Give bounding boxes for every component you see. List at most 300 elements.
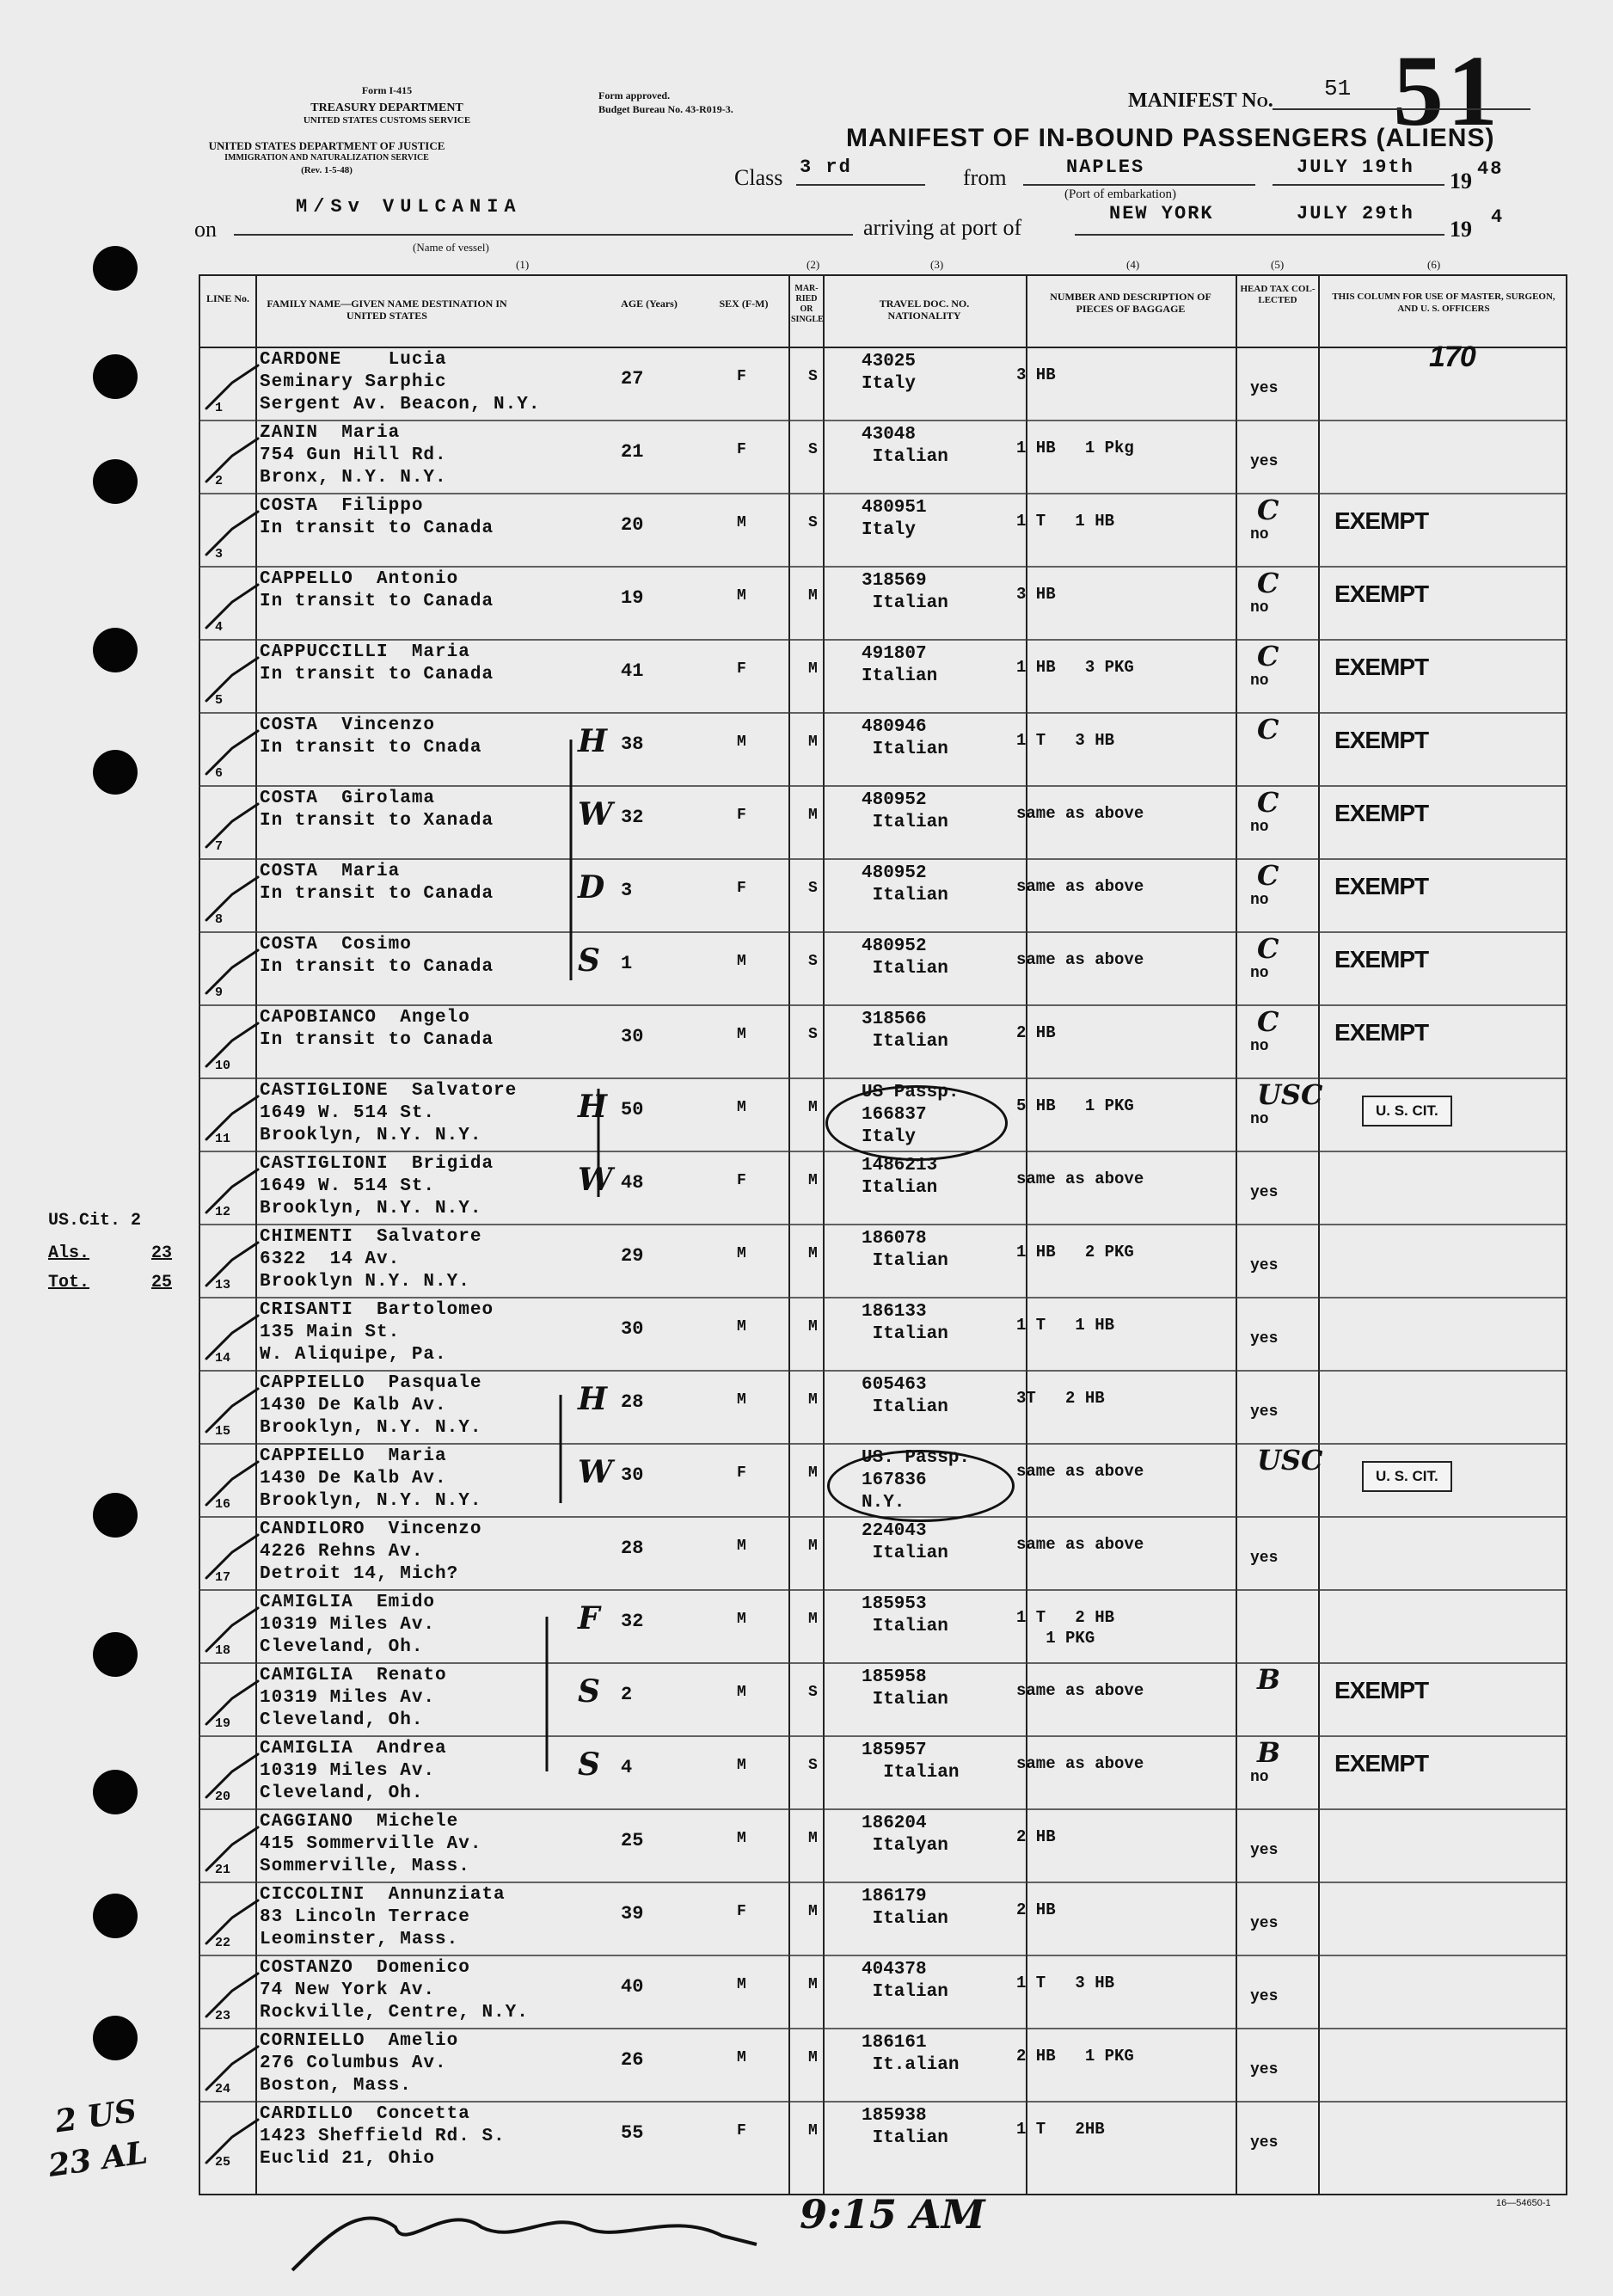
- table-row: [199, 1225, 1567, 1298]
- sex-cell: F: [737, 1464, 746, 1482]
- baggage-cell: 1 T 1 HB: [1016, 512, 1115, 531]
- line-number: 17: [215, 1570, 231, 1585]
- marital-cell: M: [808, 1538, 818, 1555]
- col-name-header: FAMILY NAME—GIVEN NAME DESTINATION IN UNITED STATES: [267, 298, 507, 322]
- age-cell: 4: [621, 1757, 633, 1778]
- marital-cell: M: [808, 1172, 818, 1189]
- head-tax-cell: no: [1250, 1111, 1269, 1128]
- tax-code-mark: C: [1257, 713, 1279, 746]
- baggage-cell: 2 HB: [1016, 1023, 1056, 1042]
- line-number: 1: [215, 401, 224, 415]
- sex-cell: F: [737, 1903, 746, 1920]
- age-cell: 19: [621, 587, 644, 609]
- embarkation-label: (Port of embarkation): [1064, 187, 1176, 201]
- sex-cell: M: [737, 2049, 746, 2066]
- table-row: [199, 713, 1567, 786]
- line-number: 2: [215, 474, 224, 488]
- col-officers-header: THIS COLUMN FOR USE OF MASTER, SURGEON, AND U. S. OFFICERS: [1332, 292, 1555, 314]
- travel-doc-cell: 480951 Italy: [862, 498, 927, 540]
- passenger-name-destination: COSTANZO Domenico 74 New York Av. Rockville, Centre, N.Y.: [260, 1958, 529, 2023]
- class-label: Class: [734, 165, 783, 190]
- head-tax-cell: no: [1250, 892, 1269, 909]
- passenger-name-destination: COSTA Girolama In transit to Xanada: [260, 789, 494, 831]
- age-cell: 30: [621, 1026, 644, 1047]
- signature: [292, 2219, 757, 2270]
- travel-doc-cell: 480952 Italian: [862, 790, 948, 832]
- line-number: 8: [215, 912, 224, 927]
- head-tax-cell: no: [1250, 965, 1269, 982]
- marital-cell: M: [808, 1245, 818, 1262]
- age-cell: 38: [621, 734, 644, 755]
- immigration-service: IMMIGRATION AND NATURALIZATION SERVICE: [224, 153, 429, 163]
- margin-note-us: 2 US: [52, 2092, 139, 2140]
- age-cell: 21: [621, 441, 644, 463]
- inspection-time: 9:15 AM: [800, 2191, 985, 2238]
- line-number: 20: [215, 1790, 231, 1804]
- tax-code-mark: USC: [1257, 1444, 1323, 1476]
- tax-code-mark: USC: [1257, 1078, 1323, 1111]
- sex-cell: F: [737, 660, 746, 678]
- head-tax-cell: yes: [1250, 2061, 1279, 2078]
- travel-doc-cell: 480952 Italian: [862, 936, 948, 979]
- table-row: [199, 1371, 1567, 1444]
- table-row: [199, 567, 1567, 640]
- col-index: (4): [1126, 258, 1140, 271]
- print-code: 16—54650-1: [1496, 2198, 1551, 2208]
- sex-cell: M: [737, 587, 746, 605]
- col-doc-header: TRAVEL DOC. NO. NATIONALITY: [879, 298, 970, 322]
- arriving-label: arriving at port of: [863, 215, 1022, 240]
- family-relation-mark: F: [578, 1600, 600, 1636]
- travel-doc-cell: 404378 Italian: [862, 1960, 948, 2002]
- line-number: 24: [215, 2082, 231, 2096]
- baggage-cell: 1 T 1 HB: [1016, 1316, 1115, 1335]
- age-cell: 30: [621, 1318, 644, 1340]
- table-row: [199, 494, 1567, 567]
- table-row: [199, 640, 1567, 713]
- year-prefix: 19: [1450, 169, 1472, 193]
- exempt-stamp: EXEMPT: [1334, 727, 1429, 753]
- age-cell: 20: [621, 514, 644, 536]
- sex-cell: M: [737, 1391, 746, 1409]
- marital-cell: M: [808, 2049, 818, 2066]
- table-row: [199, 421, 1567, 494]
- form-approved: Form approved.: [598, 89, 671, 101]
- sex-cell: M: [737, 514, 746, 531]
- sex-cell: F: [737, 2122, 746, 2139]
- tax-code-mark: C: [1257, 859, 1279, 892]
- exempt-stamp: EXEMPT: [1334, 873, 1429, 899]
- marital-cell: M: [808, 1391, 818, 1409]
- tax-code-mark: C: [1257, 932, 1279, 965]
- marital-cell: S: [808, 1684, 818, 1701]
- line-number: 4: [215, 620, 224, 635]
- exempt-stamp: EXEMPT: [1334, 1019, 1429, 1046]
- exempt-stamp: EXEMPT: [1334, 507, 1429, 534]
- travel-doc-cell: 186078 Italian: [862, 1229, 948, 1271]
- passenger-name-destination: CAPOBIANCO Angelo In transit to Canada: [260, 1008, 494, 1050]
- baggage-cell: 1 T 2HB: [1016, 2120, 1105, 2139]
- col-index: (1): [516, 258, 530, 271]
- baggage-cell: 1 T 3 HB: [1016, 1974, 1115, 1992]
- marital-cell: S: [808, 368, 818, 385]
- travel-doc-cell: 318569 Italian: [862, 571, 948, 613]
- col-index: (6): [1427, 258, 1441, 271]
- head-tax-cell: yes: [1250, 2134, 1279, 2152]
- family-relation-mark: H: [578, 1381, 608, 1417]
- sex-cell: M: [737, 1318, 746, 1335]
- age-cell: 26: [621, 2049, 644, 2071]
- baggage-cell: same as above: [1016, 1754, 1144, 1773]
- travel-doc-cell: 605463 Italian: [862, 1375, 948, 1417]
- age-cell: 27: [621, 368, 644, 390]
- head-tax-cell: no: [1250, 526, 1269, 543]
- baggage-cell: 3 HB: [1016, 585, 1056, 604]
- passenger-name-destination: CRISANTI Bartolomeo 135 Main St. W. Aliquipe, Pa.: [260, 1300, 494, 1365]
- head-tax-cell: yes: [1250, 1842, 1279, 1859]
- exempt-stamp: EXEMPT: [1334, 654, 1429, 680]
- travel-doc-cell: 186179 Italian: [862, 1887, 948, 1929]
- passenger-name-destination: COSTA Maria In transit to Canada: [260, 862, 494, 904]
- treasury-dept: TREASURY DEPARTMENT: [310, 101, 463, 114]
- summary-citizens: US.Cit. 2: [48, 1211, 142, 1231]
- line-number: 15: [215, 1424, 231, 1439]
- baggage-cell: 2 HB: [1016, 1827, 1056, 1846]
- table-row: [199, 341, 1567, 421]
- marital-cell: M: [808, 1464, 818, 1482]
- passenger-name-destination: CICCOLINI Annunziata 83 Lincoln Terrace Leominster, Mass.: [260, 1885, 506, 1949]
- marital-cell: S: [808, 441, 818, 458]
- travel-doc-cell: 185938 Italian: [862, 2106, 948, 2148]
- table-row: [199, 786, 1567, 859]
- passenger-name-destination: ZANIN Maria 754 Gun Hill Rd. Bronx, N.Y. N.Y.: [260, 423, 447, 488]
- line-number: 25: [215, 2155, 231, 2170]
- summary-aliens-value: 23: [151, 1243, 173, 1263]
- head-tax-cell: yes: [1250, 1257, 1279, 1274]
- baggage-cell: 1 T 3 HB: [1016, 731, 1115, 750]
- line-number: 3: [215, 547, 224, 562]
- family-relation-mark: W: [578, 1454, 613, 1490]
- sex-cell: M: [737, 1245, 746, 1262]
- manifest-title: MANIFEST OF IN-BOUND PASSENGERS (ALIENS): [846, 124, 1495, 152]
- col-married-header: MAR- RIED OR SINGLE: [791, 284, 824, 324]
- age-cell: 1: [621, 953, 633, 974]
- passenger-name-destination: CORNIELLO Amelio 276 Columbus Av. Boston, Mass.: [260, 2031, 459, 2096]
- travel-doc-cell: 186204 Italyan: [862, 1814, 948, 1856]
- travel-doc-cell: 1486213 Italian: [862, 1156, 938, 1198]
- marital-cell: M: [808, 1099, 818, 1116]
- age-cell: 25: [621, 1830, 644, 1851]
- age-cell: 40: [621, 1976, 644, 1998]
- head-tax-cell: no: [1250, 819, 1269, 836]
- line-number: 12: [215, 1205, 231, 1219]
- sex-cell: M: [737, 734, 746, 751]
- exempt-stamp: EXEMPT: [1334, 1677, 1429, 1704]
- baggage-cell: 1 T 2 HB 1 PKG: [1016, 1608, 1115, 1648]
- sex-cell: M: [737, 1099, 746, 1116]
- passenger-name-destination: CASTIGLIONE Salvatore 1649 W. 514 St. Brooklyn, N.Y. N.Y.: [260, 1081, 518, 1145]
- passenger-name-destination: CAGGIANO Michele 415 Sommerville Av. Sommerville, Mass.: [260, 1812, 482, 1876]
- travel-doc-cell: 185958 Italian: [862, 1667, 948, 1710]
- head-tax-cell: yes: [1250, 1988, 1279, 2005]
- tax-code-mark: B: [1257, 1736, 1281, 1769]
- head-tax-cell: no: [1250, 1769, 1269, 1786]
- baggage-cell: 2 HB: [1016, 1900, 1056, 1919]
- marital-cell: M: [808, 1830, 818, 1847]
- sex-cell: M: [737, 1538, 746, 1555]
- age-cell: 30: [621, 1464, 644, 1486]
- summary-total-label: Tot.: [48, 1273, 90, 1292]
- marital-cell: S: [808, 514, 818, 531]
- age-cell: 39: [621, 1903, 644, 1925]
- summary-total-value: 25: [151, 1273, 173, 1292]
- table-row: [199, 1590, 1567, 1663]
- travel-doc-cell: 186133 Italian: [862, 1302, 948, 1344]
- line-number: 16: [215, 1497, 231, 1512]
- passenger-name-destination: CANDILORO Vincenzo 4226 Rehns Av. Detroit 14, Mich?: [260, 1519, 482, 1584]
- baggage-cell: 5 HB 1 PKG: [1016, 1096, 1134, 1115]
- tax-code-mark: C: [1257, 640, 1279, 672]
- head-tax-cell: yes: [1250, 453, 1279, 470]
- table-row: [199, 1005, 1567, 1078]
- family-relation-mark: W: [578, 796, 613, 832]
- marital-cell: M: [808, 2122, 818, 2139]
- manifest-no-label: MANIFEST No.: [1128, 89, 1273, 112]
- passenger-name-destination: COSTA Filippo In transit to Canada: [260, 496, 494, 538]
- table-row: [199, 1517, 1567, 1590]
- on-label: on: [194, 217, 217, 242]
- family-relation-mark: S: [578, 942, 600, 979]
- sex-cell: M: [737, 1830, 746, 1847]
- line-number: 6: [215, 766, 224, 781]
- marital-cell: M: [808, 660, 818, 678]
- exempt-stamp: EXEMPT: [1334, 580, 1429, 607]
- table-row: [199, 1882, 1567, 1955]
- col-index: (3): [930, 258, 944, 271]
- table-row: [199, 1151, 1567, 1225]
- head-tax-cell: yes: [1250, 1915, 1279, 1932]
- line-number: 10: [215, 1059, 231, 1073]
- head-tax-cell: yes: [1250, 1184, 1279, 1201]
- marital-cell: M: [808, 807, 818, 824]
- line-number: 7: [215, 839, 224, 854]
- revision: (Rev. 1-5-48): [301, 165, 353, 175]
- baggage-cell: same as above: [1016, 877, 1144, 896]
- head-tax-cell: no: [1250, 599, 1269, 617]
- passport-oval: [827, 1450, 1015, 1522]
- tax-code-mark: B: [1257, 1663, 1281, 1696]
- baggage-cell: 1 HB 1 Pkg: [1016, 439, 1134, 457]
- marital-cell: S: [808, 953, 818, 970]
- col-age-header: AGE (Years): [621, 298, 678, 310]
- line-number: 5: [215, 693, 224, 708]
- year-value: 48: [1477, 158, 1504, 180]
- departure-date: JULY 19th: [1297, 157, 1414, 178]
- table-row: [199, 932, 1567, 1005]
- travel-doc-cell: 318566 Italian: [862, 1010, 948, 1052]
- table-row: [199, 2102, 1567, 2175]
- travel-doc-cell: 185957 Italian: [862, 1740, 960, 1783]
- family-relation-mark: S: [578, 1673, 600, 1710]
- justice-dept: UNITED STATES DEPARTMENT OF JUSTICE: [208, 139, 445, 152]
- baggage-cell: same as above: [1016, 1169, 1144, 1188]
- passenger-name-destination: CAPPUCCILLI Maria In transit to Canada: [260, 642, 494, 685]
- line-number: 19: [215, 1716, 231, 1731]
- passenger-name-destination: CAPPIELLO Maria 1430 De Kalb Av. Brooklyn, N.Y. N.Y.: [260, 1446, 482, 1511]
- line-number: 23: [215, 2009, 231, 2023]
- family-relation-mark: H: [578, 723, 608, 759]
- head-tax-cell: yes: [1250, 1550, 1279, 1567]
- head-tax-cell: no: [1250, 1038, 1269, 1055]
- baggage-cell: same as above: [1016, 1681, 1144, 1700]
- arrive-year-value: 4: [1491, 206, 1505, 228]
- line-number: 14: [215, 1351, 231, 1366]
- line-number: 22: [215, 1936, 231, 1950]
- col-index: (5): [1271, 258, 1285, 271]
- family-relation-mark: D: [578, 869, 605, 906]
- col-sex-header: SEX (F-M): [719, 298, 769, 310]
- manifest-no-typed: 51: [1324, 76, 1352, 101]
- passenger-name-destination: CARDONE Lucia Seminary Sarphic Sergent Av. Beacon, N.Y.: [260, 350, 541, 414]
- sex-cell: F: [737, 807, 746, 824]
- baggage-cell: same as above: [1016, 950, 1144, 969]
- tax-code-mark: C: [1257, 494, 1279, 526]
- family-relation-mark: S: [578, 1747, 600, 1783]
- line-number: 11: [215, 1132, 231, 1146]
- age-cell: 3: [621, 880, 633, 901]
- age-cell: 28: [621, 1538, 644, 1559]
- sex-cell: M: [737, 1611, 746, 1628]
- passenger-name-destination: CARDILLO Concetta 1423 Sheffield Rd. S. Euclid 21, Ohio: [260, 2104, 506, 2169]
- sex-cell: F: [737, 1172, 746, 1189]
- form-number: Form I-415: [361, 84, 413, 96]
- arrive-year-prefix: 19: [1450, 217, 1472, 242]
- sex-cell: M: [737, 953, 746, 970]
- travel-doc-cell: 491807 Italian: [862, 644, 938, 686]
- line-number: 18: [215, 1643, 231, 1658]
- passenger-name-destination: CAPPIELLO Pasquale 1430 De Kalb Av. Brooklyn, N.Y. N.Y.: [260, 1373, 482, 1438]
- passenger-name-destination: CAMIGLIA Andrea 10319 Miles Av. Cleveland, Oh.: [260, 1739, 447, 1803]
- sex-cell: M: [737, 1684, 746, 1701]
- age-cell: 50: [621, 1099, 644, 1120]
- age-cell: 2: [621, 1684, 633, 1705]
- sex-cell: F: [737, 368, 746, 385]
- tax-code-mark: C: [1257, 1005, 1279, 1038]
- travel-doc-cell: 186161 It.alian: [862, 2033, 960, 2075]
- vessel-label: (Name of vessel): [413, 241, 489, 254]
- manifest-no-large: 51: [1393, 34, 1501, 147]
- head-tax-cell: yes: [1250, 1403, 1279, 1421]
- col-baggage-header: NUMBER AND DESCRIPTION OF PIECES OF BAGGAGE: [1050, 291, 1211, 315]
- marital-cell: M: [808, 1903, 818, 1920]
- marital-cell: M: [808, 734, 818, 751]
- arrival-date: JULY 29th: [1297, 203, 1414, 224]
- baggage-cell: same as above: [1016, 804, 1144, 823]
- margin-note-al: 23 AL: [46, 2134, 150, 2184]
- baggage-cell: 2 HB 1 PKG: [1016, 2047, 1134, 2066]
- age-cell: 48: [621, 1172, 644, 1194]
- from-label: from: [963, 165, 1007, 190]
- travel-doc-cell: 480946 Italian: [862, 717, 948, 759]
- sex-cell: M: [737, 1757, 746, 1774]
- customs-service: UNITED STATES CUSTOMS SERVICE: [303, 115, 471, 126]
- passenger-name-destination: CASTIGLIONI Brigida 1649 W. 514 St. Brooklyn, N.Y. N.Y.: [260, 1154, 494, 1219]
- arrival-port: NEW YORK: [1109, 203, 1214, 224]
- passenger-name-destination: CAMIGLIA Emido 10319 Miles Av. Cleveland, Oh.: [260, 1593, 436, 1657]
- passenger-name-destination: COSTA Cosimo In transit to Canada: [260, 935, 494, 977]
- baggage-cell: 1 HB 2 PKG: [1016, 1243, 1134, 1262]
- us-citizen-stamp: U. S. CIT.: [1362, 1096, 1452, 1127]
- marital-cell: M: [808, 1976, 818, 1993]
- sex-cell: F: [737, 880, 746, 897]
- officer-note: 170: [1429, 341, 1475, 373]
- marital-cell: M: [808, 1318, 818, 1335]
- marital-cell: S: [808, 1757, 818, 1774]
- table-row: [199, 2029, 1567, 2102]
- exempt-stamp: EXEMPT: [1334, 800, 1429, 826]
- table-row: [199, 1809, 1567, 1882]
- line-number: 13: [215, 1278, 231, 1292]
- col-tax-header: HEAD TAX COL- LECTED: [1240, 284, 1316, 305]
- age-cell: 41: [621, 660, 644, 682]
- head-tax-cell: yes: [1250, 380, 1279, 397]
- sex-cell: M: [737, 1976, 746, 1993]
- marital-cell: S: [808, 880, 818, 897]
- tax-code-mark: C: [1257, 567, 1279, 599]
- travel-doc-cell: 43025 Italy: [862, 352, 917, 394]
- travel-doc-cell: 185953 Italian: [862, 1594, 948, 1636]
- col-index: (2): [806, 258, 820, 271]
- family-relation-mark: W: [578, 1162, 613, 1198]
- sex-cell: M: [737, 1026, 746, 1043]
- passport-oval: [825, 1085, 1008, 1161]
- class-value: 3 rd: [800, 157, 852, 178]
- baggage-cell: 1 HB 3 PKG: [1016, 658, 1134, 677]
- marital-cell: M: [808, 587, 818, 605]
- vessel-name: M/Sv VULCANIA: [296, 196, 522, 218]
- age-cell: 32: [621, 807, 644, 828]
- travel-doc-cell: US. Passp. 167836 N.Y.: [862, 1448, 971, 1513]
- exempt-stamp: EXEMPT: [1334, 1750, 1429, 1777]
- tax-code-mark: C: [1257, 786, 1279, 819]
- travel-doc-cell: 43048 Italian: [862, 425, 948, 467]
- budget-bureau: Budget Bureau No. 43-R019-3.: [598, 103, 733, 115]
- baggage-cell: same as above: [1016, 1462, 1144, 1481]
- baggage-cell: 3T 2 HB: [1016, 1389, 1105, 1408]
- table-row: [199, 1955, 1567, 2029]
- table-row: [199, 1663, 1567, 1736]
- passenger-name-destination: CHIMENTI Salvatore 6322 14 Av. Brooklyn N.Y. N.Y.: [260, 1227, 482, 1292]
- table-row: [199, 859, 1567, 932]
- age-cell: 29: [621, 1245, 644, 1267]
- passenger-name-destination: CAPPELLO Antonio In transit to Canada: [260, 569, 494, 611]
- age-cell: 32: [621, 1611, 644, 1632]
- baggage-cell: 3 HB: [1016, 365, 1056, 384]
- passenger-name-destination: CAMIGLIA Renato 10319 Miles Av. Cleveland, Oh.: [260, 1666, 447, 1730]
- marital-cell: S: [808, 1026, 818, 1043]
- summary-aliens-label: Als.: [48, 1243, 90, 1263]
- from-value: NAPLES: [1066, 157, 1145, 178]
- sex-cell: F: [737, 441, 746, 458]
- line-number: 21: [215, 1863, 231, 1877]
- travel-doc-cell: US Passp. 166837 Italy: [862, 1083, 960, 1147]
- family-relation-mark: H: [578, 1089, 608, 1125]
- age-cell: 55: [621, 2122, 644, 2144]
- baggage-cell: same as above: [1016, 1535, 1144, 1554]
- marital-cell: M: [808, 1611, 818, 1628]
- exempt-stamp: EXEMPT: [1334, 946, 1429, 973]
- line-number: 9: [215, 985, 224, 1000]
